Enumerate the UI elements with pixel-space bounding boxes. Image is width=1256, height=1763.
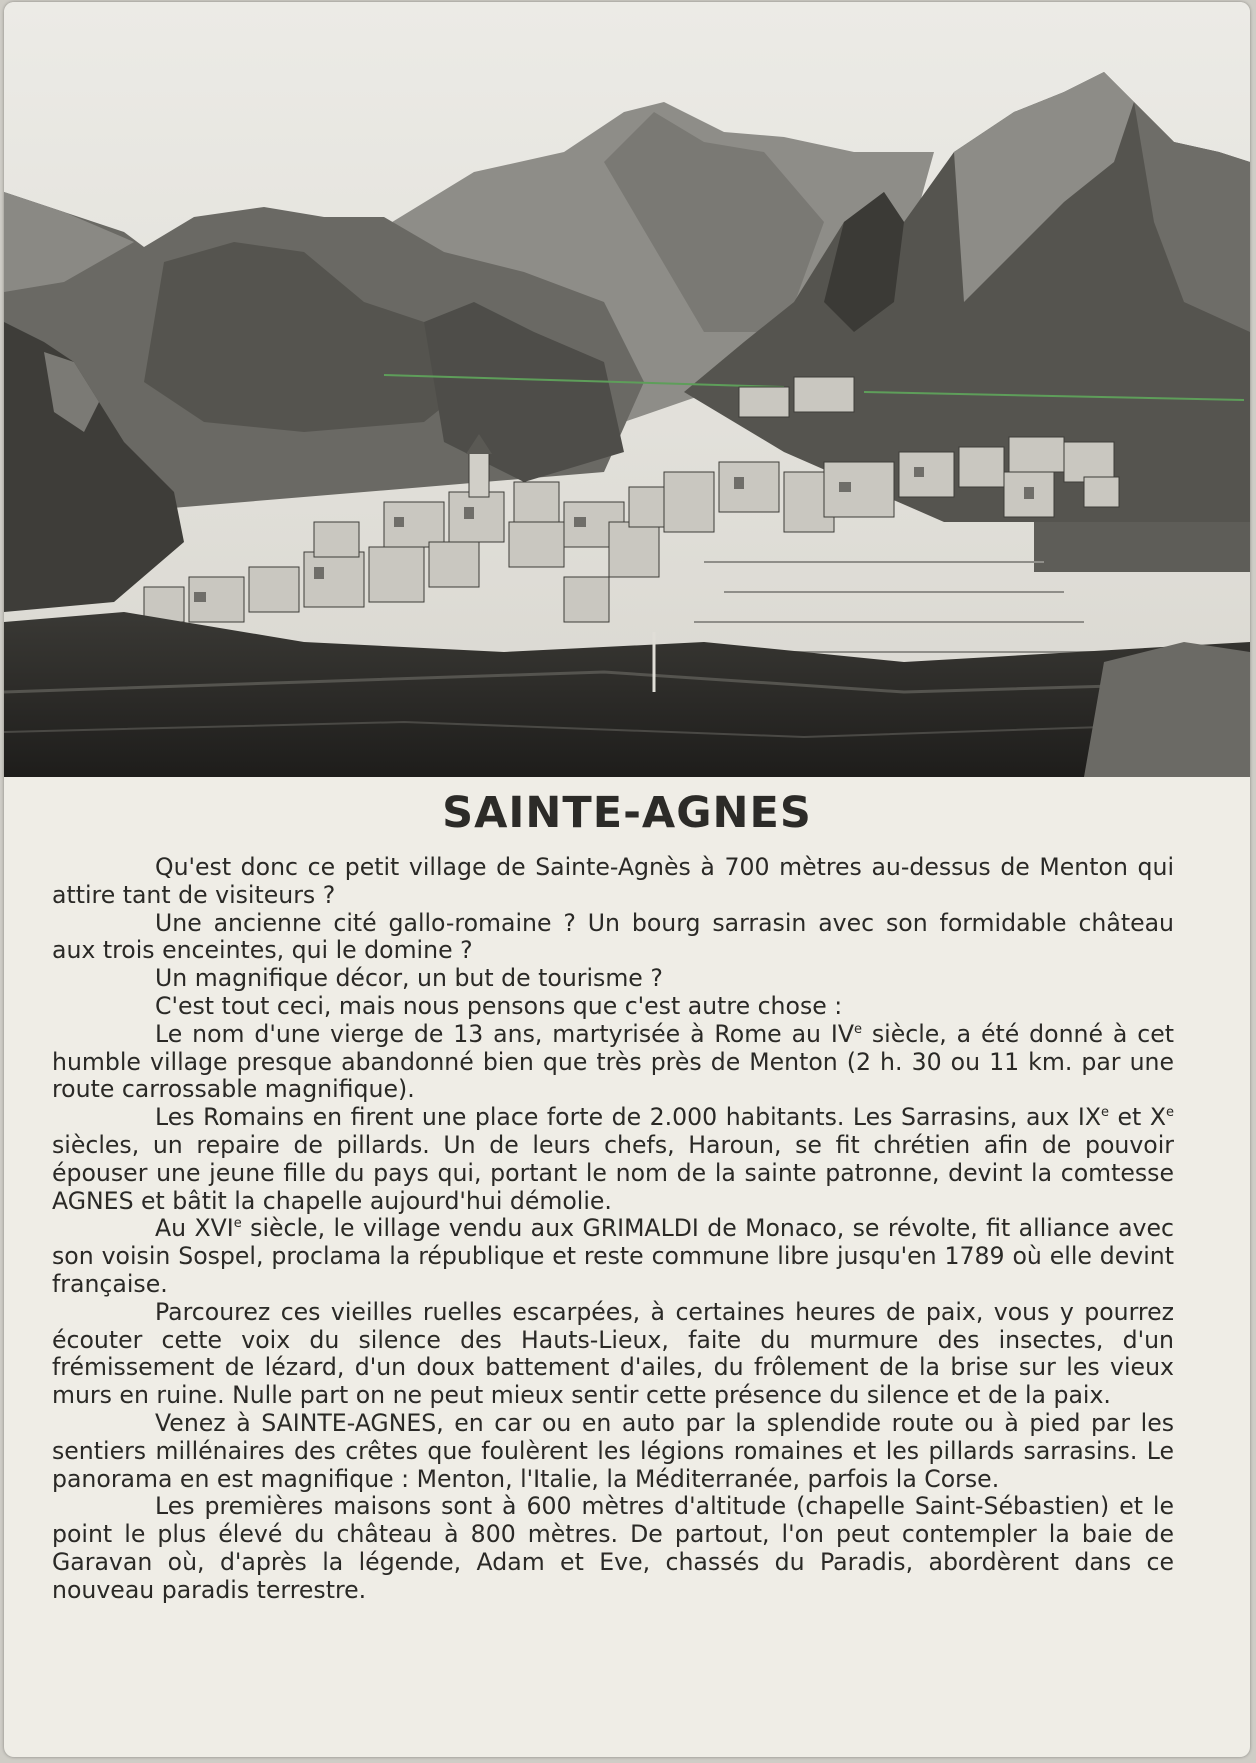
village-photo (4, 2, 1250, 777)
paragraph-6: Les Romains en firent une place forte de 2.000 habitants. Les Sarrasins, aux IXe et Xe siècles, un repaire de pillards. Un de leurs chefs, Haroun, se fit chrétien afin de pouvoir épouser une jeune fille du pays qui, portant le nom de la sainte patronne, devint la comtesse AGNES et bâtit la chapelle aujourd'hui démolie. (52, 1103, 1174, 1215)
paragraph-2: Une ancienne cité gallo-romaine ? Un bourg sarrasin avec son formidable château aux trois enceintes, qui le domine ? (52, 908, 1174, 965)
title: SAINTE-AGNES (442, 788, 812, 838)
paragraph-10: Les premières maisons sont à 600 mètres d'altitude (chapelle Saint-Sébastien) et le point le plus élevé du château à 800 mètres. De partout, l'on peut contempler la baie de Garavan où, d'après la légende, Adam et Eve, chassés du Paradis, abordèrent dans ce nouveau paradis terrestre. (52, 1492, 1174, 1604)
postcard (4, 2, 1250, 1757)
paragraph-5: Le nom d'une vierge de 13 ans, martyrisée à Rome au IVe siècle, a été donné à cet humble village presque abandonné bien que très près de Menton (2 h. 30 ou 11 km. par une route carrossable magnifique). (52, 1019, 1174, 1104)
paragraph-1: Qu'est donc ce petit village de Sainte-Agnès à 700 mètres au-dessus de Menton qui attire tant de visiteurs ? (52, 853, 1174, 909)
paragraph-8: Parcourez ces vieilles ruelles escarpées, à certaines heures de paix, vous y pourrez écouter cette voix du silence des Hauts-Lieux, faite du murmure des insectes, d'un frémissement de lézard, d'un doux battement d'ailes, du frôlement de la brise sur les vieux murs en ruine. Nulle part on ne peut mieux sentir cette présence du silence et de la paix. (52, 1297, 1174, 1410)
paragraph-3: Un magnifique décor, un but de tourisme ? (155, 964, 663, 993)
paragraph-7: Au XVIe siècle, le village vendu aux GRIMALDI de Monaco, se révolte, fit alliance avec son voisin Sospel, proclama la république et reste commune libre jusqu'en 1789 où elle devint française. (52, 1214, 1175, 1298)
village-photo-illustration (4, 2, 1250, 777)
description-text (52, 854, 1174, 1605)
paragraph-9: Venez à SAINTE-AGNES, en car ou en auto par la splendide route ou à pied par les sentiers millénaires des crêtes que foulèrent les légions romaines et les pillards sarrasins. Le panorama en est magnifique : Menton, l'Italie, la Méditerranée, parfois la Corse. (52, 1408, 1174, 1493)
paragraph-4: C'est tout ceci, mais nous pensons que c'est autre chose : (155, 991, 843, 1020)
